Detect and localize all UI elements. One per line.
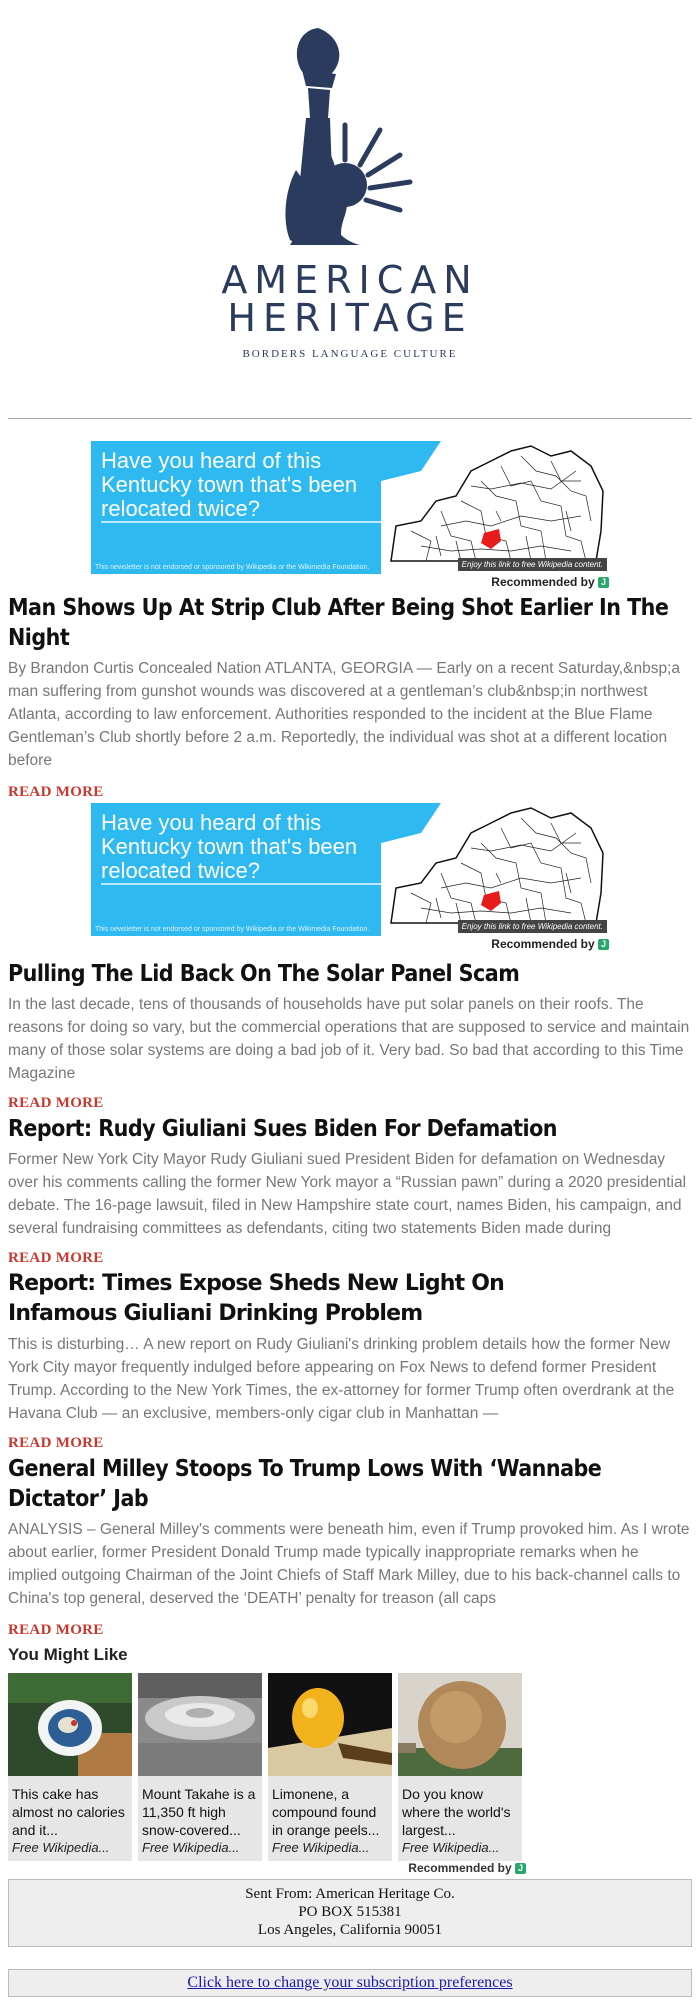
article-3: [8, 1114, 692, 1267]
you-might-like-heading: You Might Like: [8, 1645, 128, 1664]
article-excerpt: Former New York City Mayor Rudy Giuliani sued President Biden for defamation on Wednesday over his comments calling the former New York mayor a “Russian pawn” during a 2020 presidential debate. The 16-page lawsuit, filed in New Hampshire state court, names Biden, his campaign, and several fundraising committees as defendants, citing two statements Biden made during: [8, 1151, 687, 1237]
recommended-by-label[interactable]: [91, 575, 609, 589]
card-source: Free Wikipedia...: [272, 1840, 370, 1855]
article-title[interactable]: Man Shows Up At Strip Club After Being Shot Earlier In The Night: [8, 595, 669, 651]
recommendation-card[interactable]: [268, 1673, 392, 1861]
card-text: Mount Takahe is a 11,350 ft high snow-covered...: [142, 1786, 256, 1838]
mountain-aerial-thumbnail: [138, 1673, 262, 1776]
read-more-link[interactable]: READ MORE: [8, 1250, 104, 1266]
cake-plate-thumbnail: [8, 1673, 132, 1776]
recommendation-card[interactable]: [8, 1673, 132, 1861]
recommendation-card[interactable]: [138, 1673, 262, 1861]
read-more-link[interactable]: READ MORE: [8, 784, 104, 800]
sponsored-ad-1[interactable]: [91, 441, 609, 589]
giant-ball-thumbnail: [398, 1673, 522, 1776]
jeeng-logo-icon: J: [515, 1863, 526, 1874]
subscription-preferences-link[interactable]: Click here to change your subscription preferences: [187, 1974, 513, 1991]
ad-cta-link[interactable]: Enjoy this link to free Wikipedia content.: [458, 920, 607, 933]
card-text: Do you know where the world's largest...: [402, 1786, 511, 1838]
ad-divider: [101, 883, 383, 885]
recommendation-cards: [8, 1673, 692, 1861]
article-title[interactable]: Report: Rudy Giuliani Sues Biden For Defamation: [8, 1116, 557, 1142]
kentucky-map-image: [381, 803, 609, 936]
masthead: [0, 0, 700, 410]
ad-disclaimer: This newsletter is not endorsed or sponsored by Wikipedia or the Wikimedia Foundation.: [95, 564, 370, 571]
po-box-line: PO BOX 515381: [298, 1904, 402, 1920]
article-excerpt: ANALYSIS – General Milley's comments were beneath him, even if Trump provoked him. As I wrote about earlier, former President Donald Trump made typically inappropriate remarks when he implied outgoing Chairman of the Joint Chiefs of Staff Mark Milley, due to his back-channel calls to China's top general, deserved the ‘DEATH’ penalty for treason (all caps: [8, 1521, 690, 1607]
kentucky-map-image: [381, 441, 609, 574]
brand-name-line2: HERITAGE: [227, 296, 473, 340]
sender-address-box: [8, 1879, 692, 1947]
ad-headline: Have you heard of this Kentucky town that's been relocated twice?: [101, 810, 358, 883]
article-title[interactable]: Pulling The Lid Back On The Solar Panel Scam: [8, 961, 520, 987]
ad-divider: [101, 521, 383, 523]
jeeng-logo-icon: J: [598, 939, 609, 950]
ad-headline: Have you heard of this Kentucky town that's been relocated twice?: [101, 448, 358, 521]
ad-disclaimer: This newsletter is not endorsed or sponsored by Wikipedia or the Wikimedia Foundation.: [95, 926, 370, 933]
city-line: Los Angeles, California 90051: [257, 1922, 443, 1938]
article-1: [8, 593, 692, 801]
article-title[interactable]: General Milley Stoops To Trump Lows With ‘Wannabe Dictator’ Jab: [8, 1456, 602, 1512]
recommended-by-label[interactable]: [91, 937, 609, 951]
recommendation-card[interactable]: [398, 1673, 522, 1861]
ad-cta-link[interactable]: Enjoy this link to free Wikipedia content.: [458, 558, 607, 571]
sponsored-ad-2[interactable]: [91, 803, 609, 951]
ad-banner[interactable]: [91, 803, 609, 936]
article-title[interactable]: Report: Times Expose Sheds New Light On Infamous Giuliani Drinking Problem: [8, 1271, 505, 1326]
recommended-by-text: Recommended by: [491, 937, 595, 951]
ad-banner[interactable]: [91, 441, 609, 574]
card-source: Free Wikipedia...: [402, 1840, 500, 1855]
recommended-by-text: Recommended by: [491, 575, 595, 589]
read-more-link[interactable]: READ MORE: [8, 1095, 104, 1111]
card-text: This cake has almost no calories and it...: [12, 1786, 125, 1838]
article-5: [8, 1454, 692, 1639]
header-divider: [8, 418, 692, 419]
article-4: [8, 1269, 692, 1452]
article-excerpt: This is disturbing… A new report on Rudy Giuliani's drinking problem details how the former New York City mayor frequently indulged before appearing on Fox News to defend former President Trump. According to the New York Times, the ex-attorney for former Trump often overdrank at the Havana Club — an exclusive, members-only cigar club in Manhattan —: [8, 1336, 675, 1422]
article-2: [8, 959, 692, 1112]
card-source: Free Wikipedia...: [142, 1840, 240, 1855]
read-more-link[interactable]: READ MORE: [8, 1435, 104, 1451]
card-text: Limonene, a compound found in orange peels...: [272, 1786, 380, 1838]
recommended-by-label[interactable]: [8, 1861, 526, 1875]
read-more-link[interactable]: READ MORE: [8, 1622, 104, 1638]
brand-tagline: BORDERS LANGUAGE CULTURE: [242, 348, 458, 360]
sent-from-line: Sent From: American Heritage Co.: [245, 1886, 455, 1902]
brand-name-line1: AMERICAN: [221, 258, 479, 302]
jeeng-logo-icon: J: [598, 577, 609, 588]
recommended-by-text: Recommended by: [408, 1861, 512, 1875]
orange-peel-thumbnail: [268, 1673, 392, 1776]
card-source: Free Wikipedia...: [12, 1840, 110, 1855]
article-excerpt: By Brandon Curtis Concealed Nation ATLANTA, GEORGIA — Early on a recent Saturday,&nbsp;a man suffering from gunshot wounds was discovered at a gentleman’s club&nbsp;in northwest Atlanta, according to law enforcement. Authorities responded to the incident at the Blue Flame Gentleman’s Club shortly before 2 a.m. Reportedly, the individual was shot at a different location before: [8, 660, 680, 769]
preferences-box: [8, 1969, 692, 1997]
article-excerpt: In the last decade, tens of thousands of households have put solar panels on their roofs. The reasons for doing so vary, but the commercial operations that are supposed to service and maintain many of those solar systems are doing a bad job of it. Very bad. So bad that according to this Time Magazine: [8, 996, 690, 1082]
